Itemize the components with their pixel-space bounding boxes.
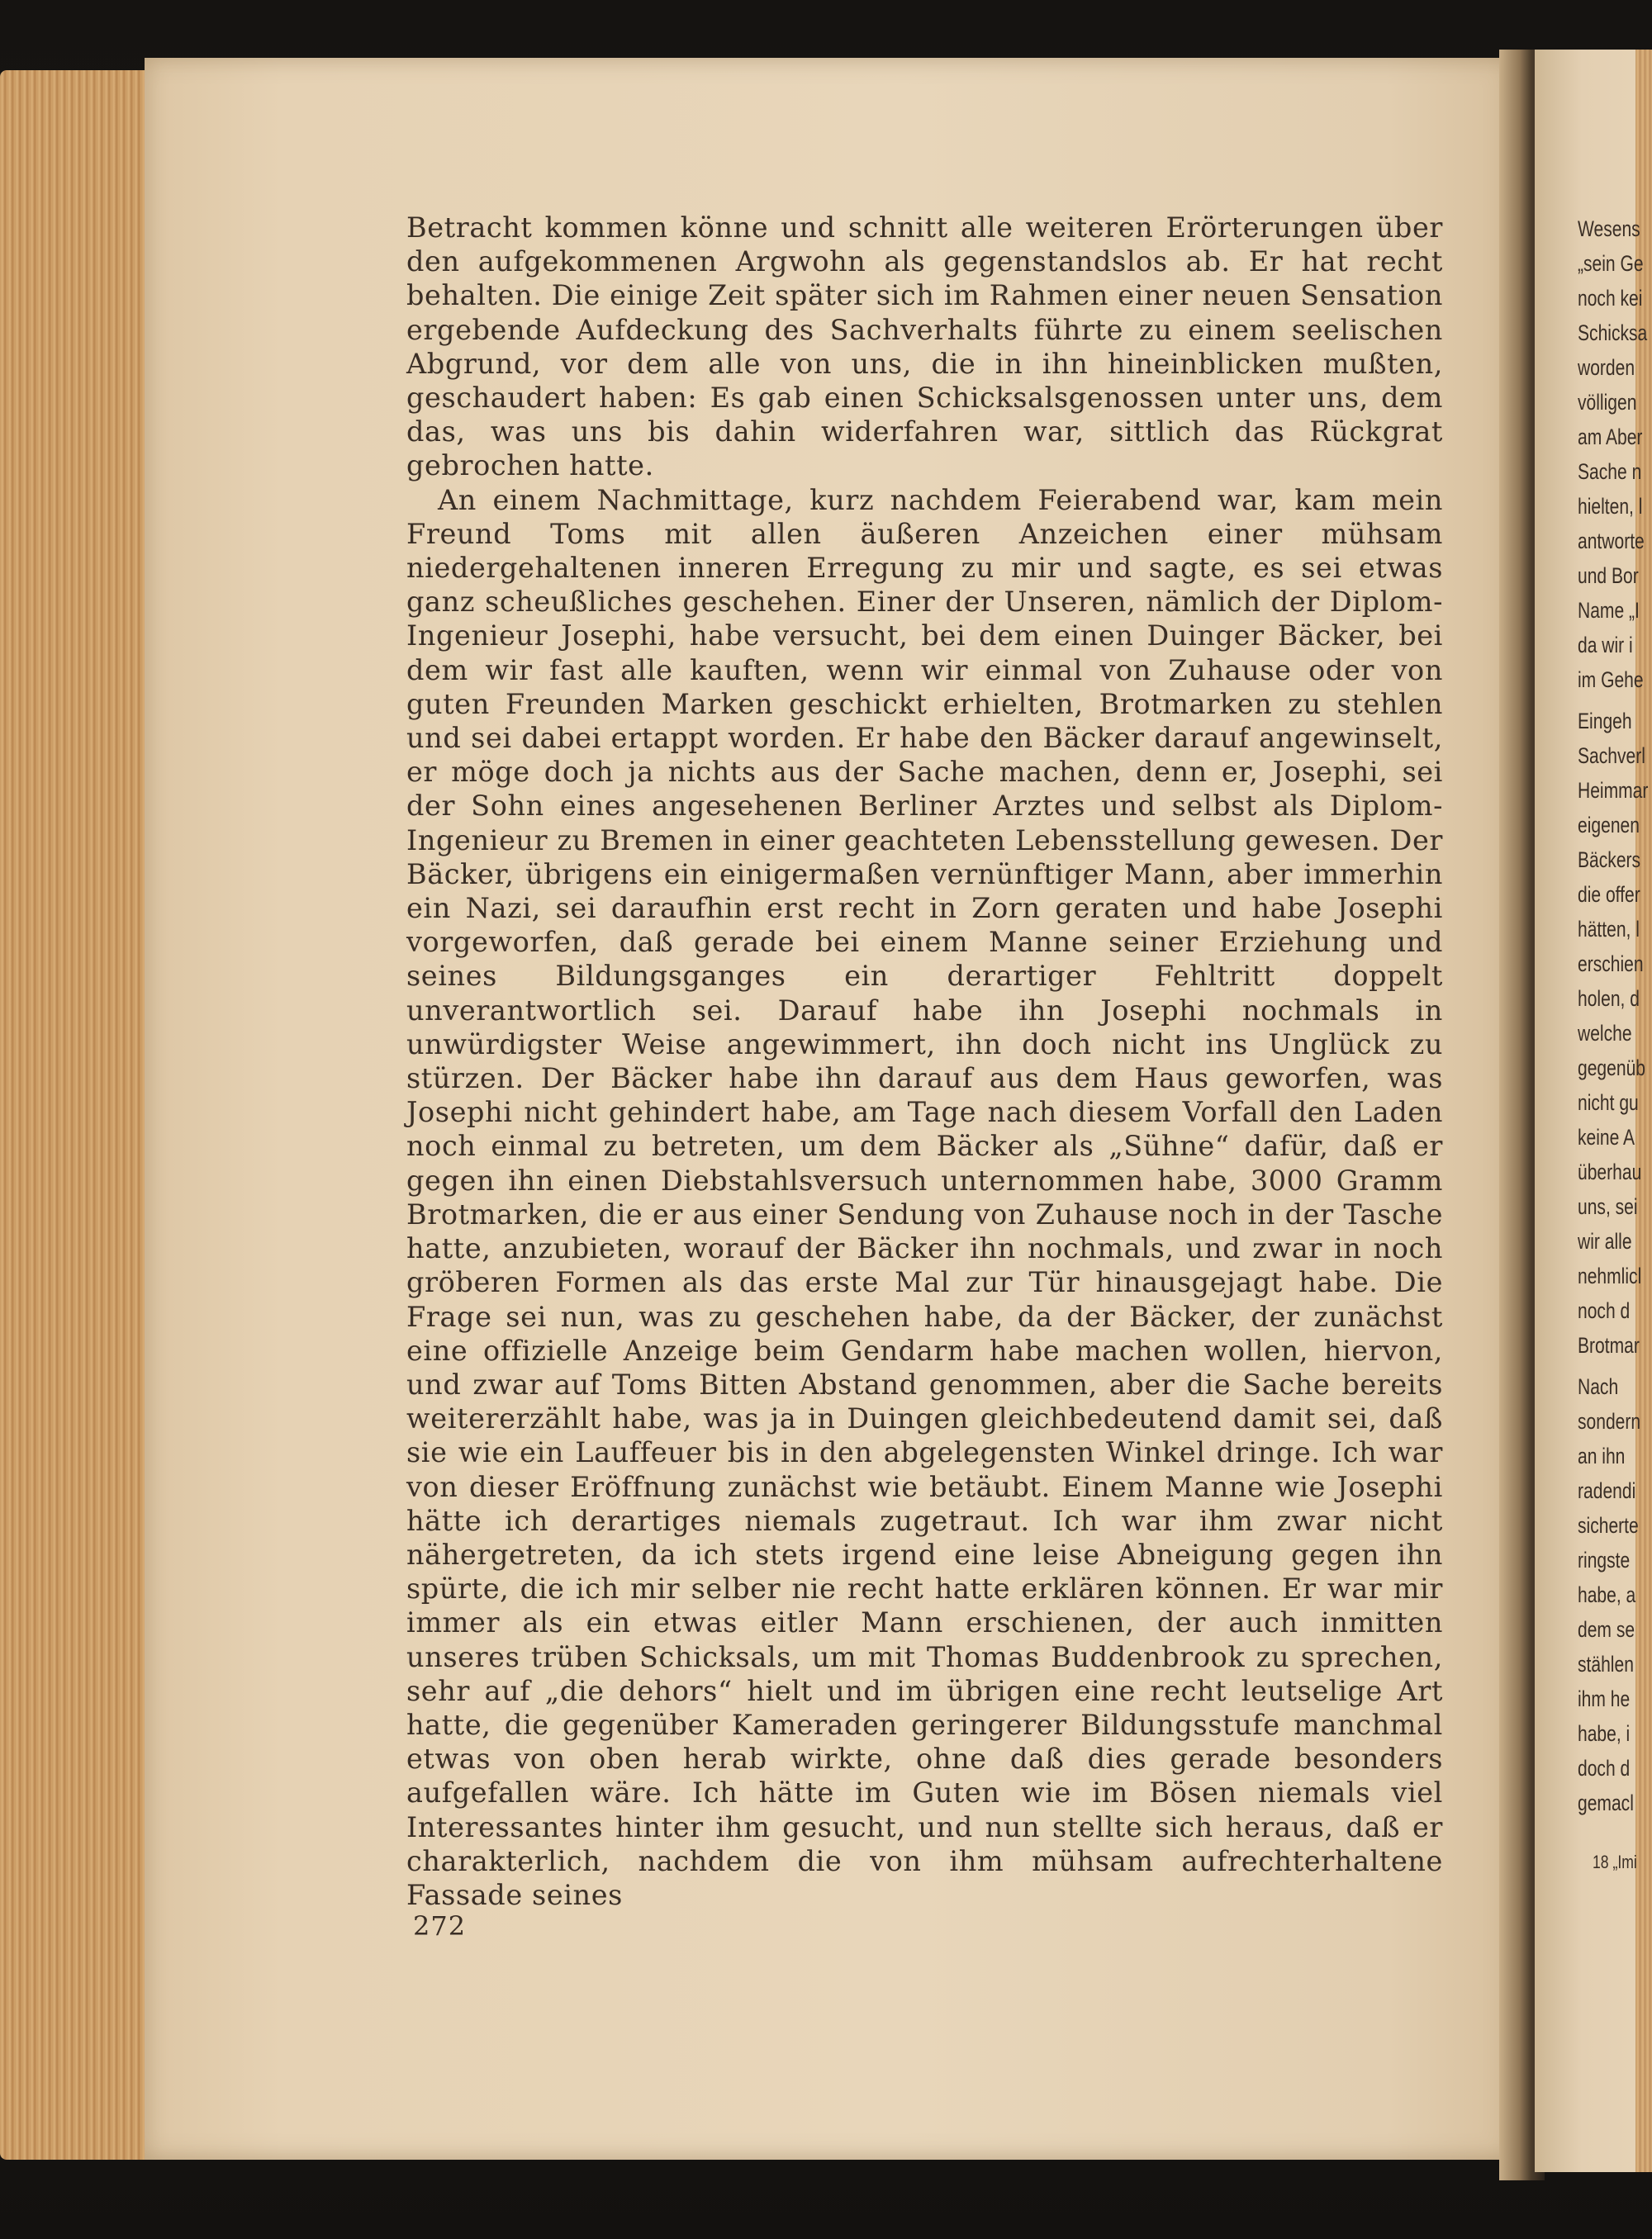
- right-page-line: antworte: [1578, 529, 1645, 553]
- right-page-line: noch kei: [1578, 286, 1643, 311]
- right-page-line: eigenen: [1578, 813, 1640, 837]
- body-text: [406, 211, 1443, 1912]
- right-page-line: da wir i: [1578, 633, 1633, 657]
- right-page-line: „sein Ge: [1578, 251, 1644, 276]
- right-page-line: keine A: [1578, 1125, 1635, 1150]
- right-page-line: Wesens: [1578, 216, 1640, 241]
- right-page-line: Sachverl: [1578, 743, 1645, 768]
- right-page-text-fragments: [1578, 216, 1652, 1934]
- right-page-line: nicht gu: [1578, 1090, 1639, 1115]
- right-page-line: noch d: [1578, 1298, 1631, 1323]
- right-page-line: Eingeh: [1578, 709, 1632, 733]
- right-page-line: Bäckers: [1578, 847, 1641, 872]
- right-page-line: am Aber: [1578, 425, 1643, 449]
- right-page-line: uns, sei: [1578, 1194, 1638, 1219]
- right-page-line: erschien: [1578, 951, 1644, 976]
- right-page-line: Name „I: [1578, 598, 1640, 623]
- book-page-edges-left: [0, 70, 149, 2160]
- right-page-line: an ihn: [1578, 1444, 1626, 1468]
- right-page-line: gegenüb: [1578, 1055, 1645, 1080]
- right-page-line: hätten, l: [1578, 917, 1640, 942]
- right-page-line: Schicksa: [1578, 320, 1648, 345]
- paragraph-2: An einem Nachmittage, kurz nachdem Feierabend war, kam mein Freund Toms mit allen äußeren Anzeichen einer mühsam niedergehaltenen inneren Erregung zu mir und sagte, es sei etwas ganz scheußliches geschehen. Einer der Unseren, nämlich der Diplom-Ingenieur Josephi, habe versucht, bei dem einen Duinger Bäcker, bei dem wir fast alle kauften, wenn wir einmal von Zuhause oder von guten Freunden Marken geschickt erhielten, Brotmarken zu stehlen und sei dabei ertappt worden. Er habe den Bäcker darauf angewinselt, er möge doch ja nichts aus der Sache machen, denn er, Josephi, sei der Sohn eines angesehenen Berliner Arztes und selbst als Diplom-Ingenieur zu Bremen in einer geachteten Lebensstellung gewesen. Der Bäcker, übrigens ein einigermaßen vernünftiger Mann, aber immerhin ein Nazi, sei daraufhin erst recht in Zorn geraten und habe Josephi vorgeworfen, daß gerade bei einem Manne seiner Erziehung und seines Bildungsganges ein derartiger Fehltritt doppelt unverantwortlich sei. Darauf habe ihn Josephi nochmals in unwürdigster Weise angewimmert, ihn doch nicht ins Unglück zu stürzen. Der Bäcker habe ihn darauf aus dem Haus geworfen, was Josephi nicht gehindert habe, am Tage nach diesem Vorfall den Laden noch einmal zu betreten, um dem Bäcker als „Sühne“ dafür, daß er gegen ihn einen Diebstahlsversuch unternommen habe, 3000 Gramm Brotmarken, die er aus einer Sendung von Zuhause noch in der Tasche hatte, anzubieten, worauf der Bäcker ihn nochmals, und zwar in noch gröberen Formen als das erste Mal zur Tür hinausgejagt habe. Die Frage sei nun, was zu geschehen habe, da der Bäcker, der zunächst eine offizielle Anzeige beim Gendarm habe machen wollen, hiervon, und zwar auf Toms Bitten Abstand genommen, aber die Sache bereits weitererzählt habe, was ja in Duingen gleichbedeutend damit sei, daß sie wie ein Lauffeuer bis in den abgelegensten Winkel dringe. Ich war von dieser Eröffnung zunächst wie betäubt. Einem Manne wie Josephi hätte ich derartiges niemals zugetraut. Ich war ihm zwar nicht nähergetreten, da ich stets irgend eine leise Abneigung gegen ihn spürte, die ich mir selber nie recht hatte erklären können. Er war mir immer als ein etwas eitler Mann erschienen, der auch inmitten unseres trüben Schicksals, um mit Thomas Buddenbrook zu sprechen, sehr auf „die dehors“ hielt und im übrigen eine recht leutselige Art hatte, die gegenüber Kameraden geringerer Bildungsstufe manchmal etwas von oben herab wirkte, ohne daß dies gerade besonders aufgefallen wäre. Ich hätte im Guten wie im Bösen niemals viel Interessantes hinter ihm gesucht, und nun stellte sich heraus, daß er charakterlich, nachdem die von ihm mühsam aufrechterhaltene Fassade seines: [406, 483, 1443, 1911]
- paragraph-1: Betracht kommen könne und schnitt alle weiteren Erörterungen über den aufgekommenen Argwohn als gegenstandslos ab. Er hat recht behalten. Die einige Zeit später sich im Rahmen einer neuen Sensation ergebende Aufdeckung des Sachverhalts führte zu einem seelischen Abgrund, vor dem alle von uns, die in ihn hineinblicken mußten, geschaudert haben: Es gab einen Schicksalsgenossen unter uns, dem das, was uns bis dahin widerfahren war, sittlich das Rückgrat gebrochen hatte.: [406, 211, 1443, 482]
- right-page-line: die offer: [1578, 882, 1640, 907]
- right-page-line: im Gehe: [1578, 667, 1644, 692]
- right-page-line: ringste: [1578, 1548, 1631, 1573]
- right-page-line: nehmlicl: [1578, 1264, 1642, 1288]
- right-page-line: völligen: [1578, 390, 1637, 415]
- right-page-line: sondern: [1578, 1409, 1641, 1434]
- right-page-line: dem se: [1578, 1617, 1635, 1642]
- right-page-line: sicherte: [1578, 1513, 1639, 1538]
- right-page-line: wir alle: [1578, 1229, 1632, 1254]
- right-page-line: Heimmar: [1578, 778, 1649, 803]
- right-page-line: Nach: [1578, 1374, 1619, 1399]
- right-page-line: doch d: [1578, 1756, 1631, 1781]
- right-page-line: hielten, l: [1578, 494, 1643, 519]
- page-number: 272: [413, 1910, 467, 1942]
- right-page-line: worden: [1578, 355, 1635, 380]
- right-page-line: und Bor: [1578, 563, 1639, 588]
- right-page-line: stählen: [1578, 1652, 1634, 1677]
- right-page-line: überhau: [1578, 1160, 1642, 1184]
- right-page-line: Sache n: [1578, 459, 1642, 484]
- right-page-footnote-fragment: 18 „Imi: [1593, 1852, 1637, 1872]
- right-page-line: ihm he: [1578, 1686, 1631, 1711]
- right-page-line: gemacl: [1578, 1791, 1634, 1815]
- right-page-line: Brotmar: [1578, 1333, 1640, 1358]
- right-page-line: welche: [1578, 1021, 1632, 1046]
- right-page-line: habe, i: [1578, 1721, 1631, 1746]
- right-page-line: holen, d: [1578, 986, 1640, 1011]
- right-page-line: radendi: [1578, 1478, 1636, 1503]
- right-page-line: habe, a: [1578, 1582, 1636, 1607]
